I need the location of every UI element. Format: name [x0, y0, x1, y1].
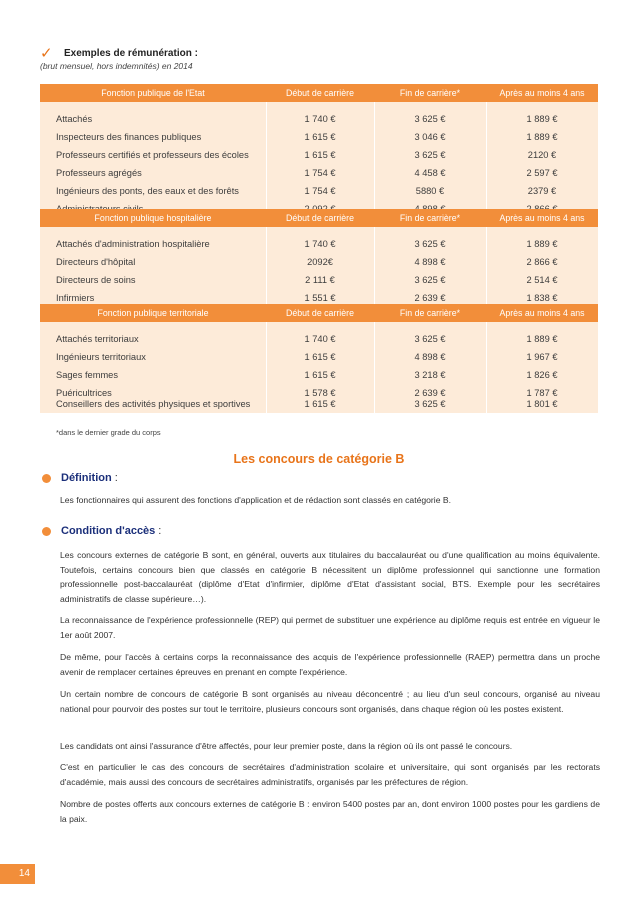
cell-corps: Directeurs de soins — [56, 275, 136, 285]
bullet-dot-icon — [42, 474, 51, 483]
table-row — [40, 366, 598, 384]
condition-paragraph: Un certain nombre de concours de catégorie B sont organisés au niveau déconcentré ; au lieu d'un seul concours, organisé au niveau national pour pourvoir des postes sur tout le territoire, plusieurs concours sont organisés, dans chaque région où les postes existent. — [60, 689, 600, 714]
header-cell: Fin de carrière* — [399, 308, 461, 318]
bullet-dot-icon — [42, 527, 51, 536]
header-cell: Après au moins 4 ans — [499, 88, 585, 98]
cell-fin: 3 625 € — [414, 334, 446, 344]
header-cell: Fin de carrière* — [399, 88, 461, 98]
cell-corps: Directeurs d'hôpital — [56, 257, 136, 267]
cell-4ans: 1 889 € — [526, 334, 558, 344]
cell-debut: 2 111 € — [305, 275, 335, 285]
header-cell: Début de carrière — [286, 308, 354, 318]
table-row — [40, 146, 598, 164]
cell-4ans: 1 801 € — [526, 399, 558, 409]
condition-paragraph: Les candidats ont ainsi l'assurance d'être affectés, pour leur premier poste, dans la région où ils ont passé le concours. — [60, 741, 513, 751]
category-b-title: Les concours de catégorie B — [233, 452, 405, 466]
cell-corps: Conseillers des activités physiques et sportives — [56, 399, 251, 409]
table-row — [40, 128, 598, 146]
definition-colon: : — [114, 472, 118, 484]
table-footnote: *dans le dernier grade du corps — [56, 428, 161, 437]
header-cell: Après au moins 4 ans — [499, 308, 585, 318]
cell-corps: Professeurs certifiés et professeurs des écoles — [56, 150, 249, 160]
cell-fin: 3 625 € — [414, 239, 446, 249]
condition-paragraph: Les concours externes de catégorie B sont, en général, ouverts aux titulaires du baccalauréat ou d'une qualification au moins équivalente. Toutefois, certains concours bien que classés en catégorie B nécessitent un diplôme professionnel qui sanctionne une formation professionnelle post-baccalauréat (diplôme d'Etat d'infirmier, diplôme d'Etat d'assistant social, BTS. Exemple pour les secrétaires administratifs de classe supérieure…). — [60, 550, 600, 605]
cell-4ans: 1 967 € — [526, 352, 558, 362]
cell-debut: 1 615 € — [304, 399, 336, 409]
cell-debut: 1 740 € — [304, 114, 336, 124]
cell-fin: 4 458 € — [414, 168, 446, 178]
cell-4ans: 1 826 € — [526, 370, 558, 380]
table-row — [40, 253, 598, 271]
cell-4ans: 2 514 € — [526, 275, 558, 285]
cell-debut: 1 551 € — [304, 293, 336, 303]
definition-heading — [42, 472, 118, 484]
page-number: 14 — [0, 864, 35, 884]
checkmark-icon: ✓ — [40, 44, 53, 62]
cell-fin: 3 625 € — [414, 150, 446, 160]
cell-fin: 2 639 € — [414, 388, 446, 398]
cell-fin: 2 639 € — [414, 293, 446, 303]
cell-fin: 3 625 € — [414, 399, 446, 409]
cell-4ans: 1 889 € — [526, 114, 558, 124]
table-row — [40, 271, 598, 289]
table-header-territoriale — [40, 304, 598, 322]
table-header-etat — [40, 84, 598, 102]
table-row — [40, 235, 598, 253]
condition-heading — [42, 525, 161, 537]
cell-fin: 4 898 € — [414, 257, 446, 267]
cell-fin: 3 218 € — [414, 370, 446, 380]
table-row — [40, 395, 598, 413]
definition-text: Les fonctionnaires qui assurent des fonctions d'application et de rédaction sont classés en catégorie B. — [60, 495, 451, 505]
header-cell: Début de carrière — [286, 88, 354, 98]
cell-4ans: 2 866 € — [526, 257, 558, 267]
cell-debut: 2092€ — [307, 257, 333, 267]
condition-paragraph: Nombre de postes offerts aux concours externes de catégorie B : environ 5400 postes par an, dont environ 1000 postes pour les gardiens de la paix. — [60, 799, 600, 824]
cell-4ans: 2379 € — [527, 186, 557, 196]
table-row — [40, 182, 598, 200]
condition-label: Condition d'accès — [61, 525, 156, 537]
cell-debut: 1 615 € — [304, 370, 336, 380]
remuneration-subtitle: (brut mensuel, hors indemnités) en 2014 — [40, 61, 193, 71]
cell-4ans: 2 597 € — [526, 168, 558, 178]
header-cell: Fin de carrière* — [399, 213, 461, 223]
cell-corps: Infirmiers — [56, 293, 95, 303]
cell-4ans: 1 889 € — [526, 132, 558, 142]
definition-label: Définition — [61, 472, 112, 484]
cell-4ans: 1 838 € — [526, 293, 558, 303]
cell-debut: 1 615 € — [304, 132, 336, 142]
cell-corps: Attachés — [56, 114, 93, 124]
cell-4ans: 2120 € — [527, 150, 557, 160]
condition-paragraph: La reconnaissance de l'expérience professionnelle (REP) qui permet de substituer une expérience au diplôme requis est entrée en vigueur le 1er août 2007. — [60, 615, 600, 640]
cell-debut: 1 615 € — [304, 352, 336, 362]
cell-fin: 3 625 € — [414, 275, 446, 285]
condition-paragraph: De même, pour l'accès à certains corps la reconnaissance des acquis de l'expérience professionnelle (RAEP) permettra dans un proche avenir de remplacer certaines épreuves en prenant en compte l'expérience. — [60, 652, 600, 677]
cell-corps: Inspecteurs des finances publiques — [56, 132, 202, 142]
cell-fin: 3 046 € — [414, 132, 446, 142]
remuneration-title: Exemples de rémunération : — [64, 47, 198, 59]
header-cell: Fonction publique de l'Etat — [101, 88, 205, 98]
cell-debut: 1 615 € — [304, 150, 336, 160]
cell-corps: Attachés d'administration hospitalière — [56, 239, 210, 249]
header-cell: Début de carrière — [286, 213, 354, 223]
header-cell: Fonction publique territoriale — [97, 308, 209, 318]
table-row — [40, 110, 598, 128]
cell-fin: 5880 € — [415, 186, 445, 196]
salary-table — [40, 84, 598, 413]
cell-4ans: 1 787 € — [526, 388, 558, 398]
cell-debut: 1 754 € — [304, 186, 336, 196]
cell-corps: Sages femmes — [56, 370, 119, 380]
cell-debut: 1 740 € — [304, 334, 336, 344]
cell-corps: Ingénieurs des ponts, des eaux et des forêts — [56, 186, 239, 196]
cell-fin: 4 898 € — [414, 352, 446, 362]
cell-fin: 3 625 € — [414, 114, 446, 124]
cell-debut: 1 578 € — [304, 388, 336, 398]
header-cell: Fonction publique hospitalière — [94, 213, 212, 223]
cell-4ans: 1 889 € — [526, 239, 558, 249]
table-row — [40, 164, 598, 182]
cell-corps: Puéricultrices — [56, 388, 112, 398]
table-header-hospitaliere — [40, 209, 598, 227]
cell-debut: 1 740 € — [304, 239, 336, 249]
condition-paragraph: C'est en particulier le cas des concours de secrétaires d'administration scolaire et universitaire, qui sont organisés par les rectorats d'académie, mais aussi des concours de secrétaires administratifs, organisés par les préfectures de région. — [60, 762, 600, 787]
header-cell: Après au moins 4 ans — [499, 213, 585, 223]
cell-debut: 1 754 € — [304, 168, 336, 178]
table-row — [40, 348, 598, 366]
cell-corps: Professeurs agrégés — [56, 168, 142, 178]
table-row — [40, 330, 598, 348]
cell-corps: Attachés territoriaux — [56, 334, 139, 344]
condition-colon: : — [158, 525, 162, 537]
cell-corps: Ingénieurs territoriaux — [56, 352, 146, 362]
section-heading — [40, 44, 198, 62]
